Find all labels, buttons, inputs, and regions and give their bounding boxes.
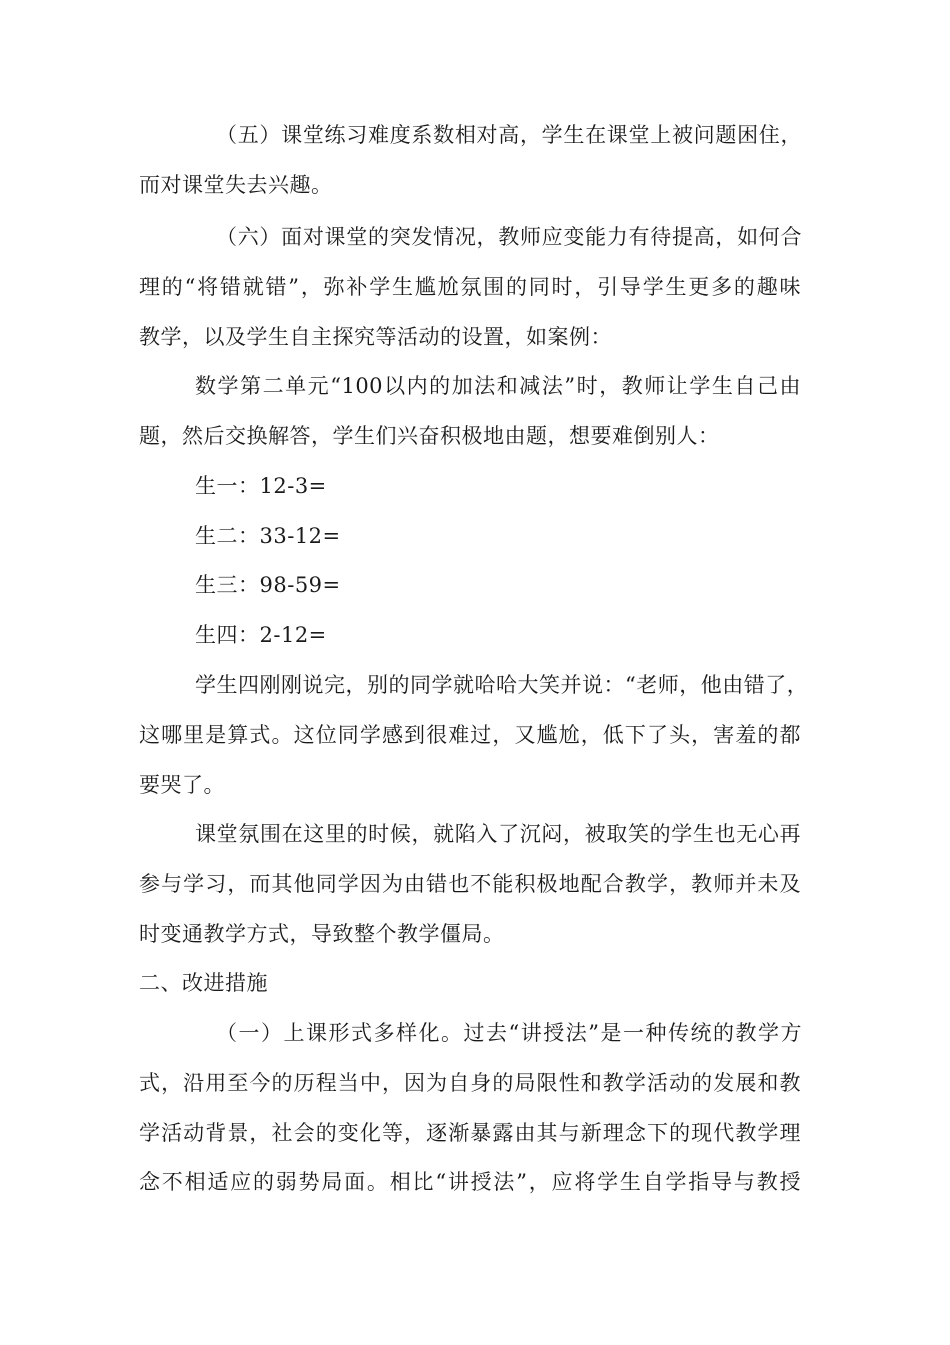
reaction-line-3: 要哭了。 [139,773,225,797]
student-4-equation: 生四：2-12= [195,623,327,647]
measure-1-line-2: 式，沿用至今的历程当中，因为自身的局限性和教学活动的发展和教 [139,1071,801,1095]
student-1-equation: 生一：12-3= [195,474,327,498]
paragraph-6-line-3: 教学，以及学生自主探究等活动的设置，如案例： [139,325,612,349]
atmosphere-line-2: 参与学习，而其他同学因为由错也不能积极地配合教学，教师并未及 [139,872,801,896]
paragraph-6-line-2: 理的“将错就错”，弥补学生尴尬氛围的同时，引导学生更多的趣味 [139,275,801,299]
atmosphere-line-1: 课堂氛围在这里的时候，就陷入了沉闷，被取笑的学生也无心再 [195,822,801,846]
reaction-line-1: 学生四刚刚说完，别的同学就哈哈大笑并说：“老师，他由错了， [195,673,809,697]
section-heading-improvement: 二、改进措施 [139,971,268,995]
paragraph-6-line-1: （六）面对课堂的突发情况，教师应变能力有待提高，如何合 [216,225,802,249]
student-3-equation: 生三：98-59= [195,573,341,597]
measure-1-line-4: 念不相适应的弱势局面。相比“讲授法”，应将学生自学指导与教授 [139,1170,801,1194]
atmosphere-line-3: 时变通教学方式，导致整个教学僵局。 [139,922,505,946]
case-intro-line-1: 数学第二单元“100以内的加法和减法”时，教师让学生自己由 [195,374,801,398]
paragraph-5-line-1: （五）课堂练习难度系数相对高，学生在课堂上被问题困住， [216,123,802,147]
case-intro-line-2: 题，然后交换解答，学生们兴奋积极地由题，想要难倒别人： [139,424,720,448]
measure-1-line-3: 学活动背景，社会的变化等，逐渐暴露由其与新理念下的现代教学理 [139,1121,801,1145]
student-2-equation: 生二：33-12= [195,524,341,548]
paragraph-5-line-2: 而对课堂失去兴趣。 [139,173,333,197]
reaction-line-2: 这哪里是算式。这位同学感到很难过，又尴尬，低下了头，害羞的都 [139,723,801,747]
measure-1-line-1: （一）上课形式多样化。过去“讲授法”是一种传统的教学方 [216,1021,802,1045]
